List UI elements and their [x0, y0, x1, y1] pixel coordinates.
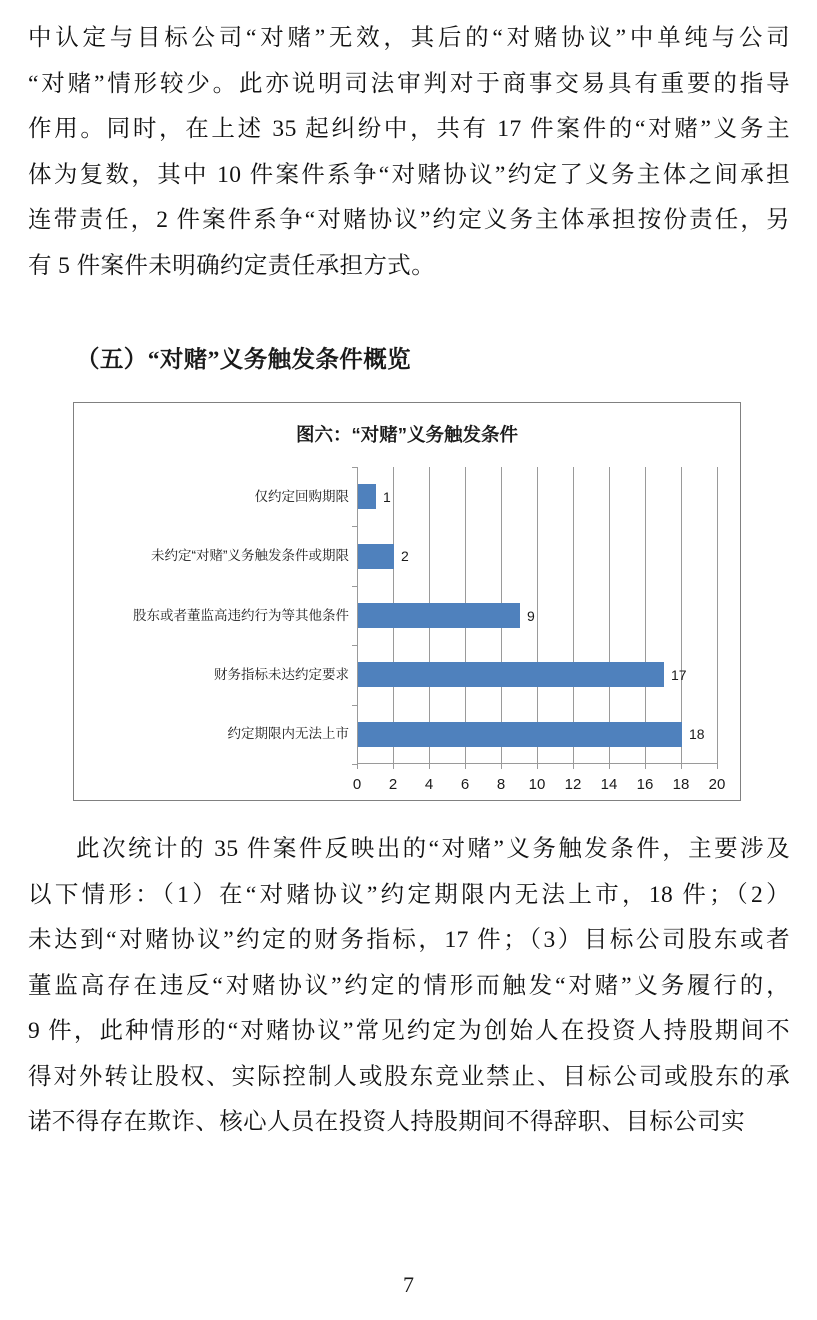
x-axis-tick-label: 10 — [528, 776, 546, 793]
text-line: 此次统计的 35 件案件反映出的“对赌”义务触发条件，主要涉及 — [76, 836, 790, 862]
text-line: 连带责任，2 件案件系争“对赌协议”约定义务主体承担按份责任，另 — [28, 207, 790, 233]
category-label: 未约定“对赌”义务触发条件或期限 — [151, 548, 349, 564]
category-label: 财务指标未达约定要求 — [214, 666, 349, 682]
x-axis-tick — [573, 764, 574, 769]
chart-bar — [358, 484, 376, 509]
x-axis-tick-label: 18 — [672, 776, 690, 793]
x-axis-tick-label: 14 — [600, 776, 618, 793]
y-axis-tick — [352, 645, 357, 646]
x-axis-tick-label: 4 — [424, 776, 434, 793]
category-label: 约定期限内无法上市 — [227, 726, 349, 742]
chart-plot-area — [357, 467, 717, 764]
x-axis-tick — [681, 764, 682, 769]
text-line: 作用。同时，在上述 35 起纠纷中，共有 17 件案件的“对赌”义务主 — [28, 116, 790, 142]
chart-gridline — [681, 467, 682, 764]
chart-container — [73, 402, 741, 801]
chart-bar — [358, 662, 664, 687]
text-line: “对赌”情形较少。此亦说明司法审判对于商事交易具有重要的指导 — [28, 70, 790, 97]
y-axis-tick — [352, 586, 357, 587]
text-line: 有 5 件案件未明确约定责任承担方式。 — [28, 252, 436, 279]
x-axis-tick-label: 0 — [352, 776, 362, 793]
bar-value-label: 1 — [383, 488, 391, 505]
x-axis-tick — [609, 764, 610, 769]
text-line: 未达到“对赌协议”约定的财务指标，17 件；（3）目标公司股东或者 — [28, 927, 790, 953]
text-line: 体为复数，其中 10 件案件系争“对赌协议”约定了义务主体之间承担 — [28, 161, 790, 188]
bar-value-label: 2 — [401, 548, 409, 565]
text-line: 董监高存在违反“对赌协议”约定的情形而触发“对赌”义务履行的， — [28, 972, 790, 999]
text-line: 诺不得存在欺诈、核心人员在投资人持股期间不得辞职、目标公司实 — [28, 1109, 745, 1135]
category-label: 仅约定回购期限 — [254, 488, 349, 504]
section-heading: （五）“对赌”义务触发条件概览 — [76, 347, 411, 373]
text-line: 得对外转让股权、实际控制人或股东竞业禁止、目标公司或股东的承 — [28, 1063, 790, 1090]
y-axis-tick — [352, 526, 357, 527]
page-number: 7 — [403, 1272, 414, 1297]
y-axis-end-tick — [352, 764, 357, 765]
chart-gridline — [573, 467, 574, 764]
x-axis-tick-label: 16 — [636, 776, 654, 793]
chart-gridline — [645, 467, 646, 764]
x-axis-tick — [501, 764, 502, 769]
chart-bar — [358, 544, 394, 569]
x-axis-tick — [537, 764, 538, 769]
chart-bar — [358, 722, 682, 747]
y-axis-tick — [352, 705, 357, 706]
x-axis-tick — [393, 764, 394, 769]
chart-gridline — [609, 467, 610, 764]
y-axis-end-tick — [352, 467, 357, 468]
x-axis-tick — [465, 764, 466, 769]
text-line: 以下情形：（1）在“对赌协议”约定期限内无法上市，18 件；（2） — [28, 881, 790, 908]
x-axis-tick — [357, 764, 358, 769]
bar-value-label: 17 — [671, 666, 687, 683]
text-line: 中认定与目标公司“对赌”无效，其后的“对赌协议”中单纯与公司 — [28, 25, 790, 51]
x-axis-tick — [429, 764, 430, 769]
x-axis-tick — [645, 764, 646, 769]
x-axis-tick-label: 20 — [708, 776, 726, 793]
chart-bar — [358, 603, 520, 628]
x-axis-tick — [717, 764, 718, 769]
chart-title: 图六：“对赌”义务触发条件 — [295, 424, 518, 445]
paragraph-2 — [28, 827, 790, 1146]
x-axis-tick-label: 12 — [564, 776, 582, 793]
category-label: 股东或者董监高违约行为等其他条件 — [133, 607, 349, 623]
x-axis-tick-label: 8 — [496, 776, 506, 793]
x-axis-tick-label: 6 — [460, 776, 470, 793]
x-axis-tick-label: 2 — [388, 776, 398, 793]
paragraph-1 — [28, 16, 790, 289]
bar-value-label: 9 — [527, 607, 535, 624]
text-line: 9 件，此种情形的“对赌协议”常见约定为创始人在投资人持股期间不 — [28, 1018, 790, 1044]
bar-value-label: 18 — [689, 726, 705, 743]
chart-gridline — [717, 467, 718, 764]
chart-gridline — [537, 467, 538, 764]
